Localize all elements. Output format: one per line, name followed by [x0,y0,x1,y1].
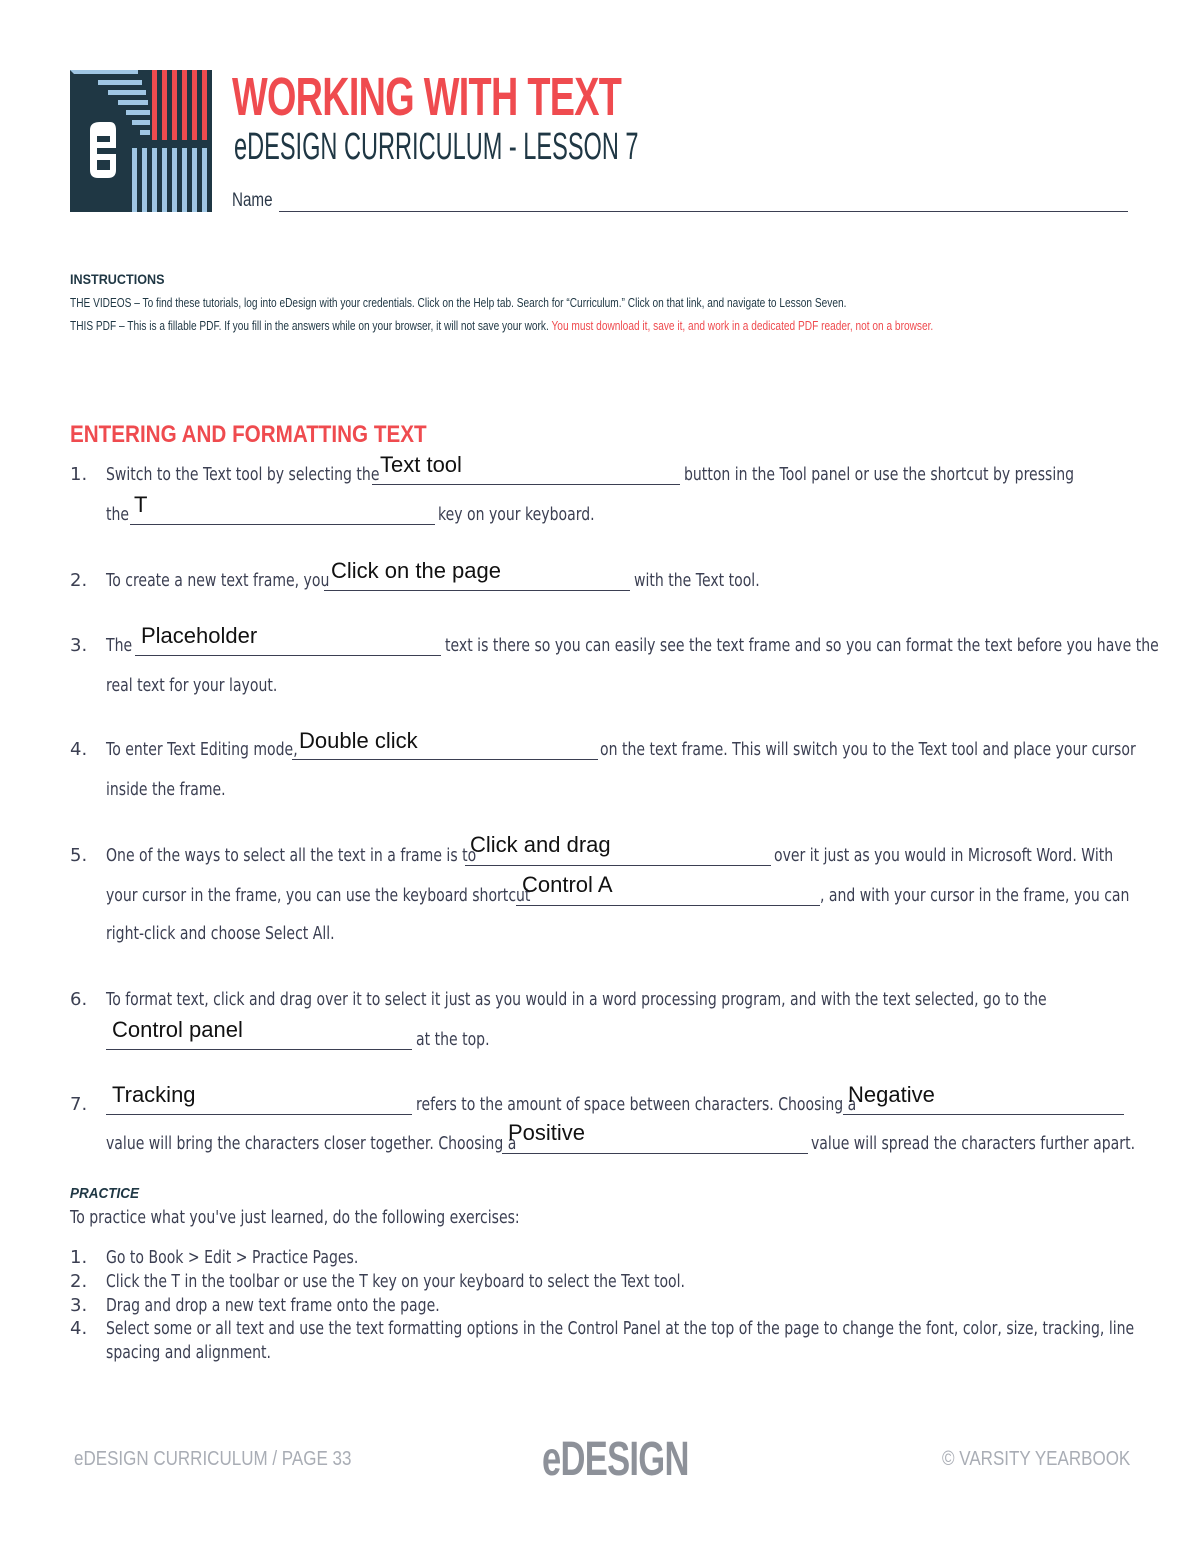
question-6-answer-1[interactable]: Control panel [112,1017,243,1042]
question-3-text-c: real text for your layout. [106,675,278,696]
question-4-text-c: inside the frame. [106,779,226,800]
page-title: WORKING WITH TEXT [232,67,622,127]
practice-heading: PRACTICE [70,1185,140,1202]
question-6-text-b: at the top. [416,1029,490,1050]
question-6-text-a: To format text, click and drag over it to select it just as you would in a word processing program, and with the text selected, go to the [106,989,1047,1010]
question-4-text-a: To enter Text Editing mode, [106,739,298,760]
question-4-text-b: on the text frame. This will switch you to the Text tool and place your cursor [600,739,1136,760]
question-5-text-b: over it just as you would in Microsoft Word. With [774,845,1114,866]
question-1-text-d: key on your keyboard. [438,504,595,525]
question-5-text-d: , and with your cursor in the frame, you can [820,885,1130,906]
question-7-answer-2[interactable]: Negative [848,1082,935,1107]
question-2-text-a: To create a new text frame, you [106,570,330,591]
question-1-answer-2-field[interactable] [130,524,435,525]
question-1-number: 1. [70,464,88,485]
practice-item-3: Drag and drop a new text frame onto the page. [106,1295,440,1316]
question-5-answer-1-field[interactable] [465,865,771,866]
instructions-pdf [70,318,933,333]
practice-item-3-number: 3. [70,1295,88,1316]
question-1-answer-2[interactable]: T [134,492,148,517]
question-5-answer-2[interactable]: Control A [522,872,613,897]
instructions-heading: INSTRUCTIONS [70,271,165,287]
question-3-text-a: The [106,635,133,656]
question-7-answer-2-field[interactable] [843,1114,1124,1115]
question-7-answer-3[interactable]: Positive [508,1120,586,1145]
question-2-text-b: with the Text tool. [634,570,760,591]
practice-item-4-number: 4. [70,1318,88,1339]
question-1-text-b: button in the Tool panel or use the shortcut by pressing [684,464,1075,485]
question-1-answer-1-field[interactable] [372,484,680,485]
instructions-videos: THE VIDEOS – To find these tutorials, log into eDesign with your credentials. Click on the Help tab. Search for “Curriculum.” Click on that link, and navigate to Lesson Seven. [70,295,847,310]
question-3-text-b: text is there so you can easily see the text frame and so you can format the text before you have the [445,635,1159,656]
question-1-answer-1[interactable]: Text tool [380,452,462,477]
name-label: Name [232,190,273,211]
question-4-answer-1[interactable]: Double click [299,728,418,753]
edesign-logo-icon [70,70,212,212]
footer-page-label: eDESIGN CURRICULUM / PAGE 33 [74,1448,352,1470]
question-3-answer-1-field[interactable] [135,655,441,656]
practice-item-1-number: 1. [70,1247,88,1268]
question-5-text-a: One of the ways to select all the text in a frame is to [106,845,477,866]
question-5-answer-2-field[interactable] [516,905,820,906]
question-6-number: 6. [70,989,88,1010]
question-5-answer-1[interactable]: Click and drag [470,832,611,857]
instructions-warning: You must download it, save it, and work in a dedicated PDF reader, not on a browser. [551,318,934,333]
question-2-number: 2. [70,570,88,591]
question-5-text-e: right-click and choose Select All. [106,923,335,944]
practice-item-4-continued: spacing and alignment. [106,1342,272,1363]
question-7-answer-1[interactable]: Tracking [112,1082,196,1107]
question-7-number: 7. [70,1094,88,1115]
question-5-number: 5. [70,845,88,866]
practice-item-4: Select some or all text and use the text formatting options in the Control Panel at the top of the page to change the font, color, size, tracking, line [106,1318,1135,1339]
question-7-answer-1-field[interactable] [106,1114,412,1115]
question-1-text-a: Switch to the Text tool by selecting the [106,464,380,485]
name-field[interactable] [279,211,1128,212]
practice-item-1: Go to Book > Edit > Practice Pages. [106,1247,359,1268]
question-2-answer-1-field[interactable] [324,590,630,591]
page-subtitle: eDESIGN CURRICULUM - LESSON 7 [234,126,639,168]
practice-intro: To practice what you've just learned, do the following exercises: [70,1207,520,1228]
practice-item-2: Click the T in the toolbar or use the T key on your keyboard to select the Text tool. [106,1271,686,1292]
section-heading: ENTERING AND FORMATTING TEXT [70,421,427,448]
question-3-answer-1[interactable]: Placeholder [141,623,258,648]
question-4-number: 4. [70,739,88,760]
question-7-text-a: refers to the amount of space between characters. Choosing a [416,1094,857,1115]
question-4-answer-1-field[interactable] [292,759,598,760]
question-3-number: 3. [70,635,88,656]
instructions-pdf-text: THIS PDF – This is a fillable PDF. If you fill in the answers while on your browser, it will not save your work. [70,318,552,333]
footer-logo: eDESIGN [542,1433,689,1486]
practice-item-2-number: 2. [70,1271,88,1292]
question-2-answer-1[interactable]: Click on the page [331,558,501,583]
question-7-text-c: value will spread the characters further apart. [811,1133,1136,1154]
question-6-answer-1-field[interactable] [106,1049,412,1050]
question-1-text-c: the [106,504,130,525]
question-7-answer-3-field[interactable] [502,1153,808,1154]
footer-copyright: © VARSITY YEARBOOK [942,1448,1131,1470]
question-5-text-c: your cursor in the frame, you can use the keyboard shortcut [106,885,531,906]
question-7-text-b: value will bring the characters closer together. Choosing a [106,1133,517,1154]
